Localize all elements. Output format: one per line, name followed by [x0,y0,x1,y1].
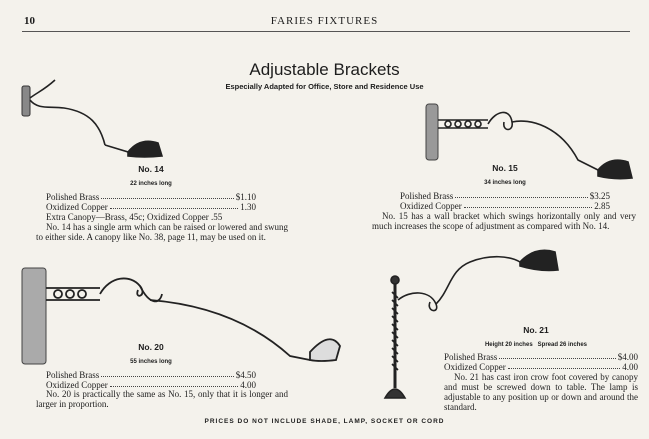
running-head: FARIES FIXTURES [270,15,379,27]
product-21-block [436,325,636,348]
price-value: $3.25 [589,191,610,201]
leader-dots [508,362,621,369]
product-20-prices [46,370,256,390]
pricing-footnote: PRICES DO NOT INCLUDE SHADE, LAMP, SOCKET OR CORD [204,418,445,425]
product-20-number: No. 20 [138,342,164,352]
finish-label: Oxidized Copper [46,202,108,212]
product-15-price-row [400,201,610,211]
product-14-block [46,164,256,187]
product-15-prices [400,191,610,211]
leader-dots [464,201,593,208]
price-value: 2.85 [594,201,610,211]
product-14-price-row [46,192,256,202]
product-15-block [400,163,610,186]
finish-label: Oxidized Copper [400,201,462,211]
product-14-description: No. 14 has a single arm which can be raised or lowered and swung to either side. A canopy like No. 38, page 11, may be used on it. [36,222,288,242]
finish-label: Oxidized Copper [444,362,506,372]
product-20-description: No. 20 is practically the same as No. 15, only that it is longer and larger in proportion. [36,389,288,409]
price-value: $4.00 [617,352,638,362]
page-title: Adjustable Brackets [249,60,400,79]
product-21-description: No. 21 has cast iron crow foot covered by canopy and must be screwed down to table. The lamp is adjustable to any position up or down and around the standard. [444,372,638,412]
price-value: 4.00 [240,380,256,390]
finish-label: Oxidized Copper [46,380,108,390]
leader-dots [101,370,233,377]
leader-dots [110,380,239,387]
product-20-block [46,342,256,365]
product-21-number: No. 21 [523,325,549,335]
product-20-price-row [46,370,256,380]
finish-label: Polished Brass [46,370,100,380]
product-14-extra-canopy: Extra Canopy—Brass, 45c; Oxidized Copper .55 [46,212,223,222]
finish-label: Polished Brass [444,352,498,362]
product-20-dimensions: 55 inches long [130,359,172,365]
header-rule [22,31,630,32]
product-15-description: No. 15 has a wall bracket which swings horizontally only and very much increases the scope of adjustment as compared with No. 14. [372,211,636,231]
product-14-price-row [46,202,256,212]
page-subtitle: Especially Adapted for Office, Store and Residence Use [225,82,424,91]
product-14-prices [46,192,256,222]
leader-dots [455,191,587,198]
product-21-dimensions: Height 20 inches Spread 26 inches [484,342,588,348]
leader-dots [110,202,239,209]
price-value: $1.10 [235,192,256,202]
product-15-dimensions: 34 inches long [484,180,526,186]
product-15-number: No. 15 [492,163,518,173]
product-21-prices [444,352,638,372]
price-value: 4.00 [622,362,638,372]
price-value: 1.30 [240,202,256,212]
finish-label: Polished Brass [46,192,100,202]
product-21-price-row [444,362,638,372]
bracket-14-illustration [22,80,162,157]
product-14-number: No. 14 [138,164,164,174]
leader-dots [101,192,233,199]
product-21-price-row [444,352,638,362]
product-14-dimensions: 22 inches long [130,181,172,187]
price-value: $4.50 [235,370,256,380]
page-number: 10 [24,15,35,27]
finish-label: Polished Brass [400,191,454,201]
product-15-price-row [400,191,610,201]
leader-dots [499,352,615,359]
